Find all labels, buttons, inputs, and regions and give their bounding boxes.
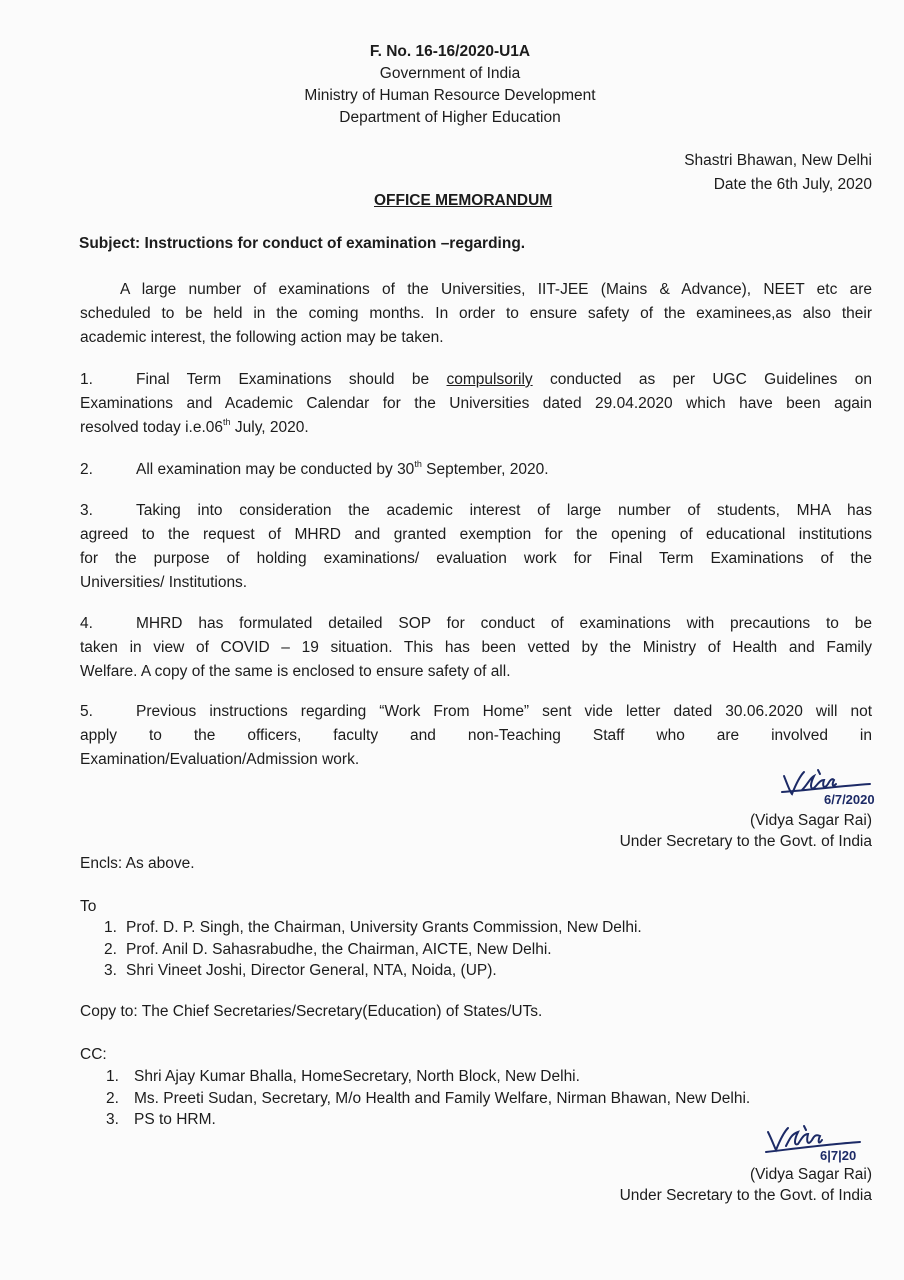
point-5-line-1: 5. Previous instructions regarding “Work From Home” sent vide letter dated 30.06.2020 will not [80,700,872,724]
point-2 [80,458,872,482]
to-label: To [80,898,97,915]
point-3 [80,499,872,595]
point-4-line-1: 4. MHRD has formulated detailed SOP for conduct of examinations with precautions to be [80,612,872,636]
point-1-line-3: resolved today i.e.06th July, 2020. [80,417,309,436]
point-5-line-3: Examination/Evaluation/Admission work. [80,751,360,768]
point-5 [80,700,872,772]
cc-list [106,1066,750,1131]
point-4-number: 4. [80,615,93,632]
to-list [104,917,642,982]
list-item: 1. Prof. D. P. Singh, the Chairman, University Grants Commission, New Delhi. [104,919,642,936]
date: Date the 6th July, 2020 [713,176,872,193]
list-item: 3. PS to HRM. [106,1111,216,1128]
point-3-number: 3. [80,502,93,519]
point-2-line-1: 2. All examination may be conducted by 30th September, 2020. [80,458,872,482]
point-1-line-1: 1. Final Term Examinations should be compulsorily conducted as per UGC Guidelines on [80,368,872,392]
point-4-line-2: taken in view of COVID – 19 situation. This has been vetted by the Ministry of Health and Family [80,639,872,656]
header-department: Department of Higher Education [339,109,561,126]
list-item: 2. Prof. Anil D. Sahasrabudhe, the Chairman, AICTE, New Delhi. [104,940,552,958]
point-3-line-1: 3. Taking into consideration the academic interest of large number of students, MHA has [80,499,872,523]
point-1-number: 1. [80,371,93,388]
signatory-designation-2: Under Secretary to the Govt. of India [619,1187,872,1204]
point-1 [80,368,872,440]
point-3-line-3: for the purpose of holding examinations/ evaluation work for Final Term Examinations of the [80,550,872,567]
header-government: Government of India [379,65,521,82]
point-3-line-4: Universities/ Institutions. [80,574,248,591]
cc-label: CC: [80,1046,107,1063]
point-1-line-2: Examinations and Academic Calendar for the Universities dated 29.04.2020 which have been again [80,395,872,412]
intro-line-2: scheduled to be held in the coming months. In order to ensure safety of the examinees,as also their [80,305,872,322]
signature-2 [760,1124,900,1166]
point-4 [80,612,872,684]
list-item: 3. Shri Vineet Joshi, Director General, NTA, Noida, (UP). [104,962,497,979]
intro-line-1: A large number of examinations of the Universities, IIT-JEE (Mains & Advance), NEET etc are [120,281,872,298]
intro-line-3: academic interest, the following action may be taken. [80,329,444,346]
point-3-line-2: agreed to the request of MHRD and granted exemption for the opening of educational institutions [80,526,872,543]
point-5-number: 5. [80,703,93,720]
memo-title: OFFICE MEMORANDUM [374,192,553,209]
signatory-name-2: (Vidya Sagar Rai) [749,1166,872,1183]
enclosures: Encls: As above. [80,855,195,872]
copy-to: Copy to: The Chief Secretaries/Secretary(Education) of States/UTs. [80,1003,543,1020]
point-5-line-2: apply to the officers, faculty and non-Teaching Staff who are involved in [80,727,872,744]
underlined-compulsorily: compulsorily [446,371,533,388]
header-ministry: Ministry of Human Resource Development [304,87,596,104]
signature-1-date: 6/7/2020 [824,792,875,807]
place: Shastri Bhawan, New Delhi [684,152,872,169]
list-item: 1. Shri Ajay Kumar Bhalla, HomeSecretary, North Block, New Delhi. [106,1068,580,1085]
signatory-designation-1: Under Secretary to the Govt. of India [619,833,872,850]
point-2-number: 2. [80,461,93,478]
file-number: F. No. 16-16/2020-U1A [369,43,531,60]
list-item: 2. Ms. Preeti Sudan, Secretary, M/o Health and Family Welfare, Nirman Bhawan, New Delhi. [106,1089,751,1107]
signatory-name-1: (Vidya Sagar Rai) [749,812,872,829]
intro-paragraph [80,278,872,350]
point-4-line-3: Welfare. A copy of the same is enclosed to ensure safety of all. [80,663,511,680]
svg-text:6|7|20: 6|7|20 [820,1148,857,1163]
signature-1 [780,768,904,808]
subject: Subject: Instructions for conduct of examination –regarding. [79,235,526,252]
